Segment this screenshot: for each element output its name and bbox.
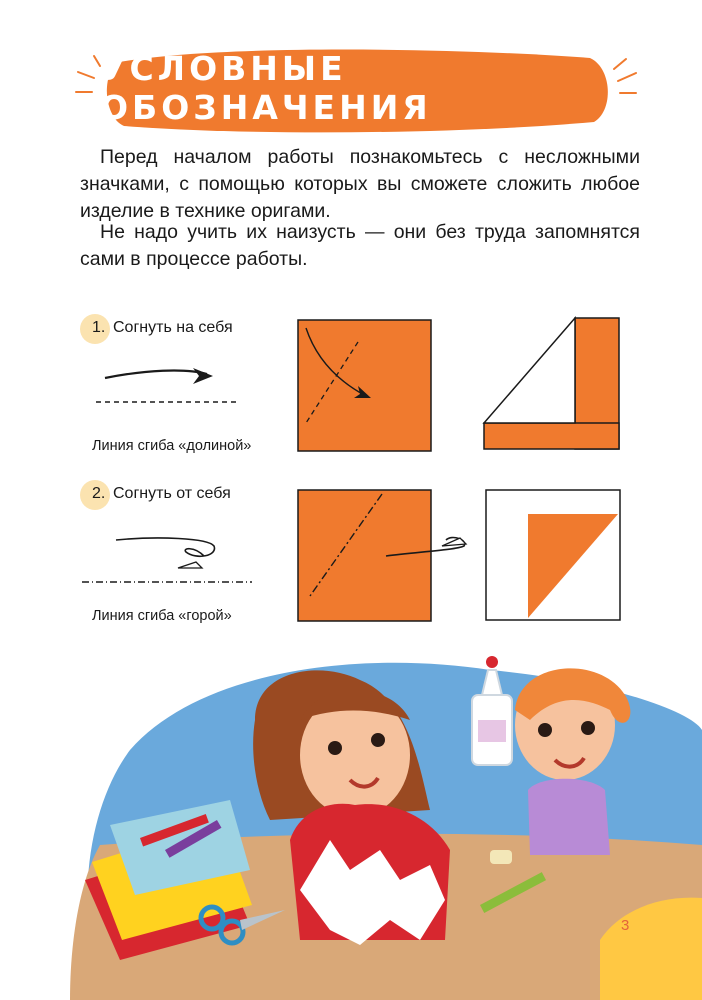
title-rays-left (72, 52, 102, 122)
valley-fold-result-diagram (482, 316, 627, 454)
page-number: 3 (621, 917, 630, 934)
intro-paragraph-1: Перед началом работы познакомьтесь с несложными значками, с помощью которых вы сможете сложить любое изделие в технике оригами. (80, 146, 640, 222)
mountain-fold-square-diagram (296, 488, 471, 624)
symbol-1-label: Согнуть на себя (113, 319, 233, 336)
symbol-1-number: 1. (92, 319, 106, 336)
children-crafting-illustration (0, 640, 702, 1000)
symbol-2-number: 2. (92, 485, 106, 502)
title-rays-right (612, 55, 642, 115)
mountain-fold-arrow-icon (78, 526, 258, 590)
page-title: УСЛОВНЫЕ ОБОЗНАЧЕНИЯ (100, 49, 432, 127)
valley-fold-square-diagram (296, 318, 436, 454)
intro-paragraph-2: Не надо учить их наизусть — они без труда запомнятся сами в процессе работы. (80, 221, 640, 270)
symbol-1-caption: Линия сгиба «долиной» (92, 438, 252, 454)
symbol-2-caption: Линия сгиба «горой» (92, 608, 232, 624)
symbol-2-label: Согнуть от себя (113, 485, 231, 502)
mountain-fold-result-diagram (484, 488, 624, 622)
valley-fold-arrow-icon (95, 360, 255, 410)
